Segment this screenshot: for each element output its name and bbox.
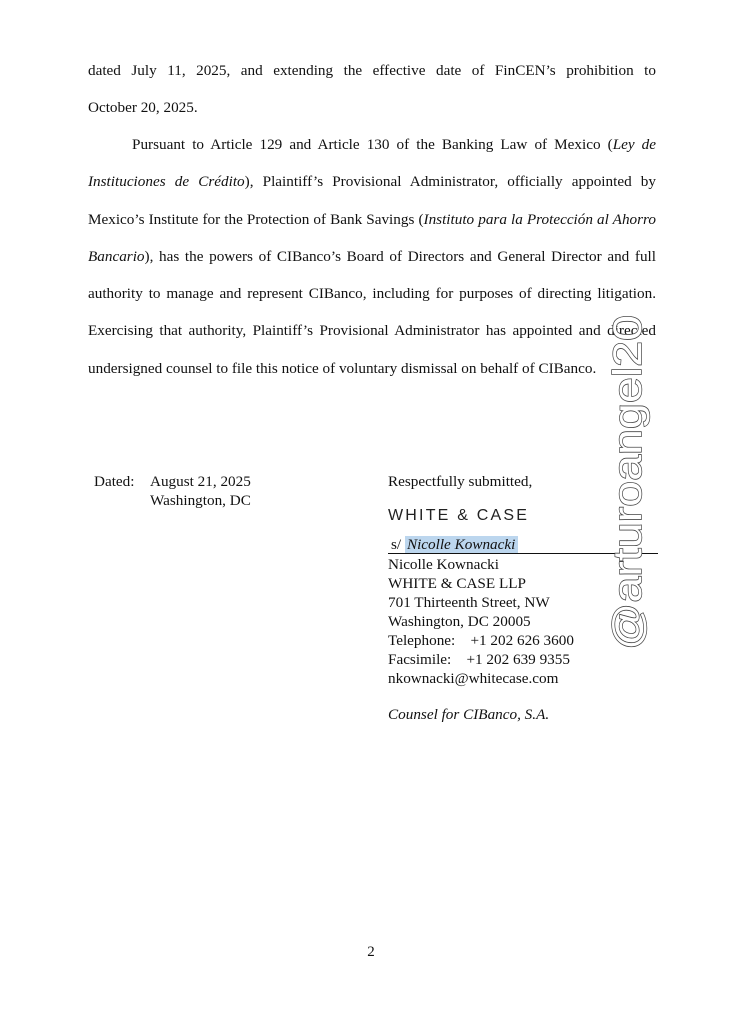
paragraph-authority [88,126,656,387]
signature-prefix: s/ [391,536,402,553]
street-address: 701 Thirteenth Street, NW [388,594,550,611]
paragraph1-line2: October 20, 2025. [88,99,198,117]
paragraph-continuation [88,52,656,127]
dated-place: Washington, DC [150,492,251,509]
firm-name: WHITE & CASE LLP [388,575,526,592]
signature-line [388,536,658,554]
firm-logo: WHITE & CASE [388,507,530,524]
contact-block [388,555,574,688]
dated-block [150,472,251,510]
paragraph2-mid: ), Plaintiff’s Provisional Administrator, officially appointed by Mexico’s Institute for the Protection of Bank Savings ( [88,173,656,228]
dated-date: August 21, 2025 [150,473,251,490]
page-number: 2 [367,944,375,960]
law-name: Ley de Instituciones de Crédito [88,136,657,191]
facsimile: Facsimile: +1 202 639 9355 [388,651,570,668]
counsel-for: Counsel for CIBanco, S.A. [388,706,550,723]
city-address: Washington, DC 20005 [388,613,531,630]
paragraph2-end: ), has the powers of CIBanco’s Board of Directors and General Director and full authority to manage and represent CIBanco, including for purposes of directing litigation. Exercising that authority, Plaintiff’s Provisional Administrator has appointed and directed undersigned counsel to file this notice of voluntary dismissal on behalf of CIBanco. [88,247,656,377]
paragraph1-line1: dated July 11, 2025, and extending the effective date of FinCEN’s prohibition to [88,62,656,79]
attorney-name: Nicolle Kownacki [388,556,499,573]
telephone: Telephone: +1 202 626 3600 [388,632,574,649]
dated-label: Dated: [94,473,135,490]
watermark-text: @arturoangel20 [606,362,650,650]
respectfully-submitted: Respectfully submitted, [388,473,533,490]
paragraph2-start: Pursuant to Article 129 and Article 130 of the Banking Law of Mexico ( [132,136,613,153]
institute-name: Instituto para la Protección al Ahorro Bancario [88,210,656,265]
email: nkownacki@whitecase.com [388,670,559,687]
signature-name: Nicolle Kownacki [405,536,518,553]
